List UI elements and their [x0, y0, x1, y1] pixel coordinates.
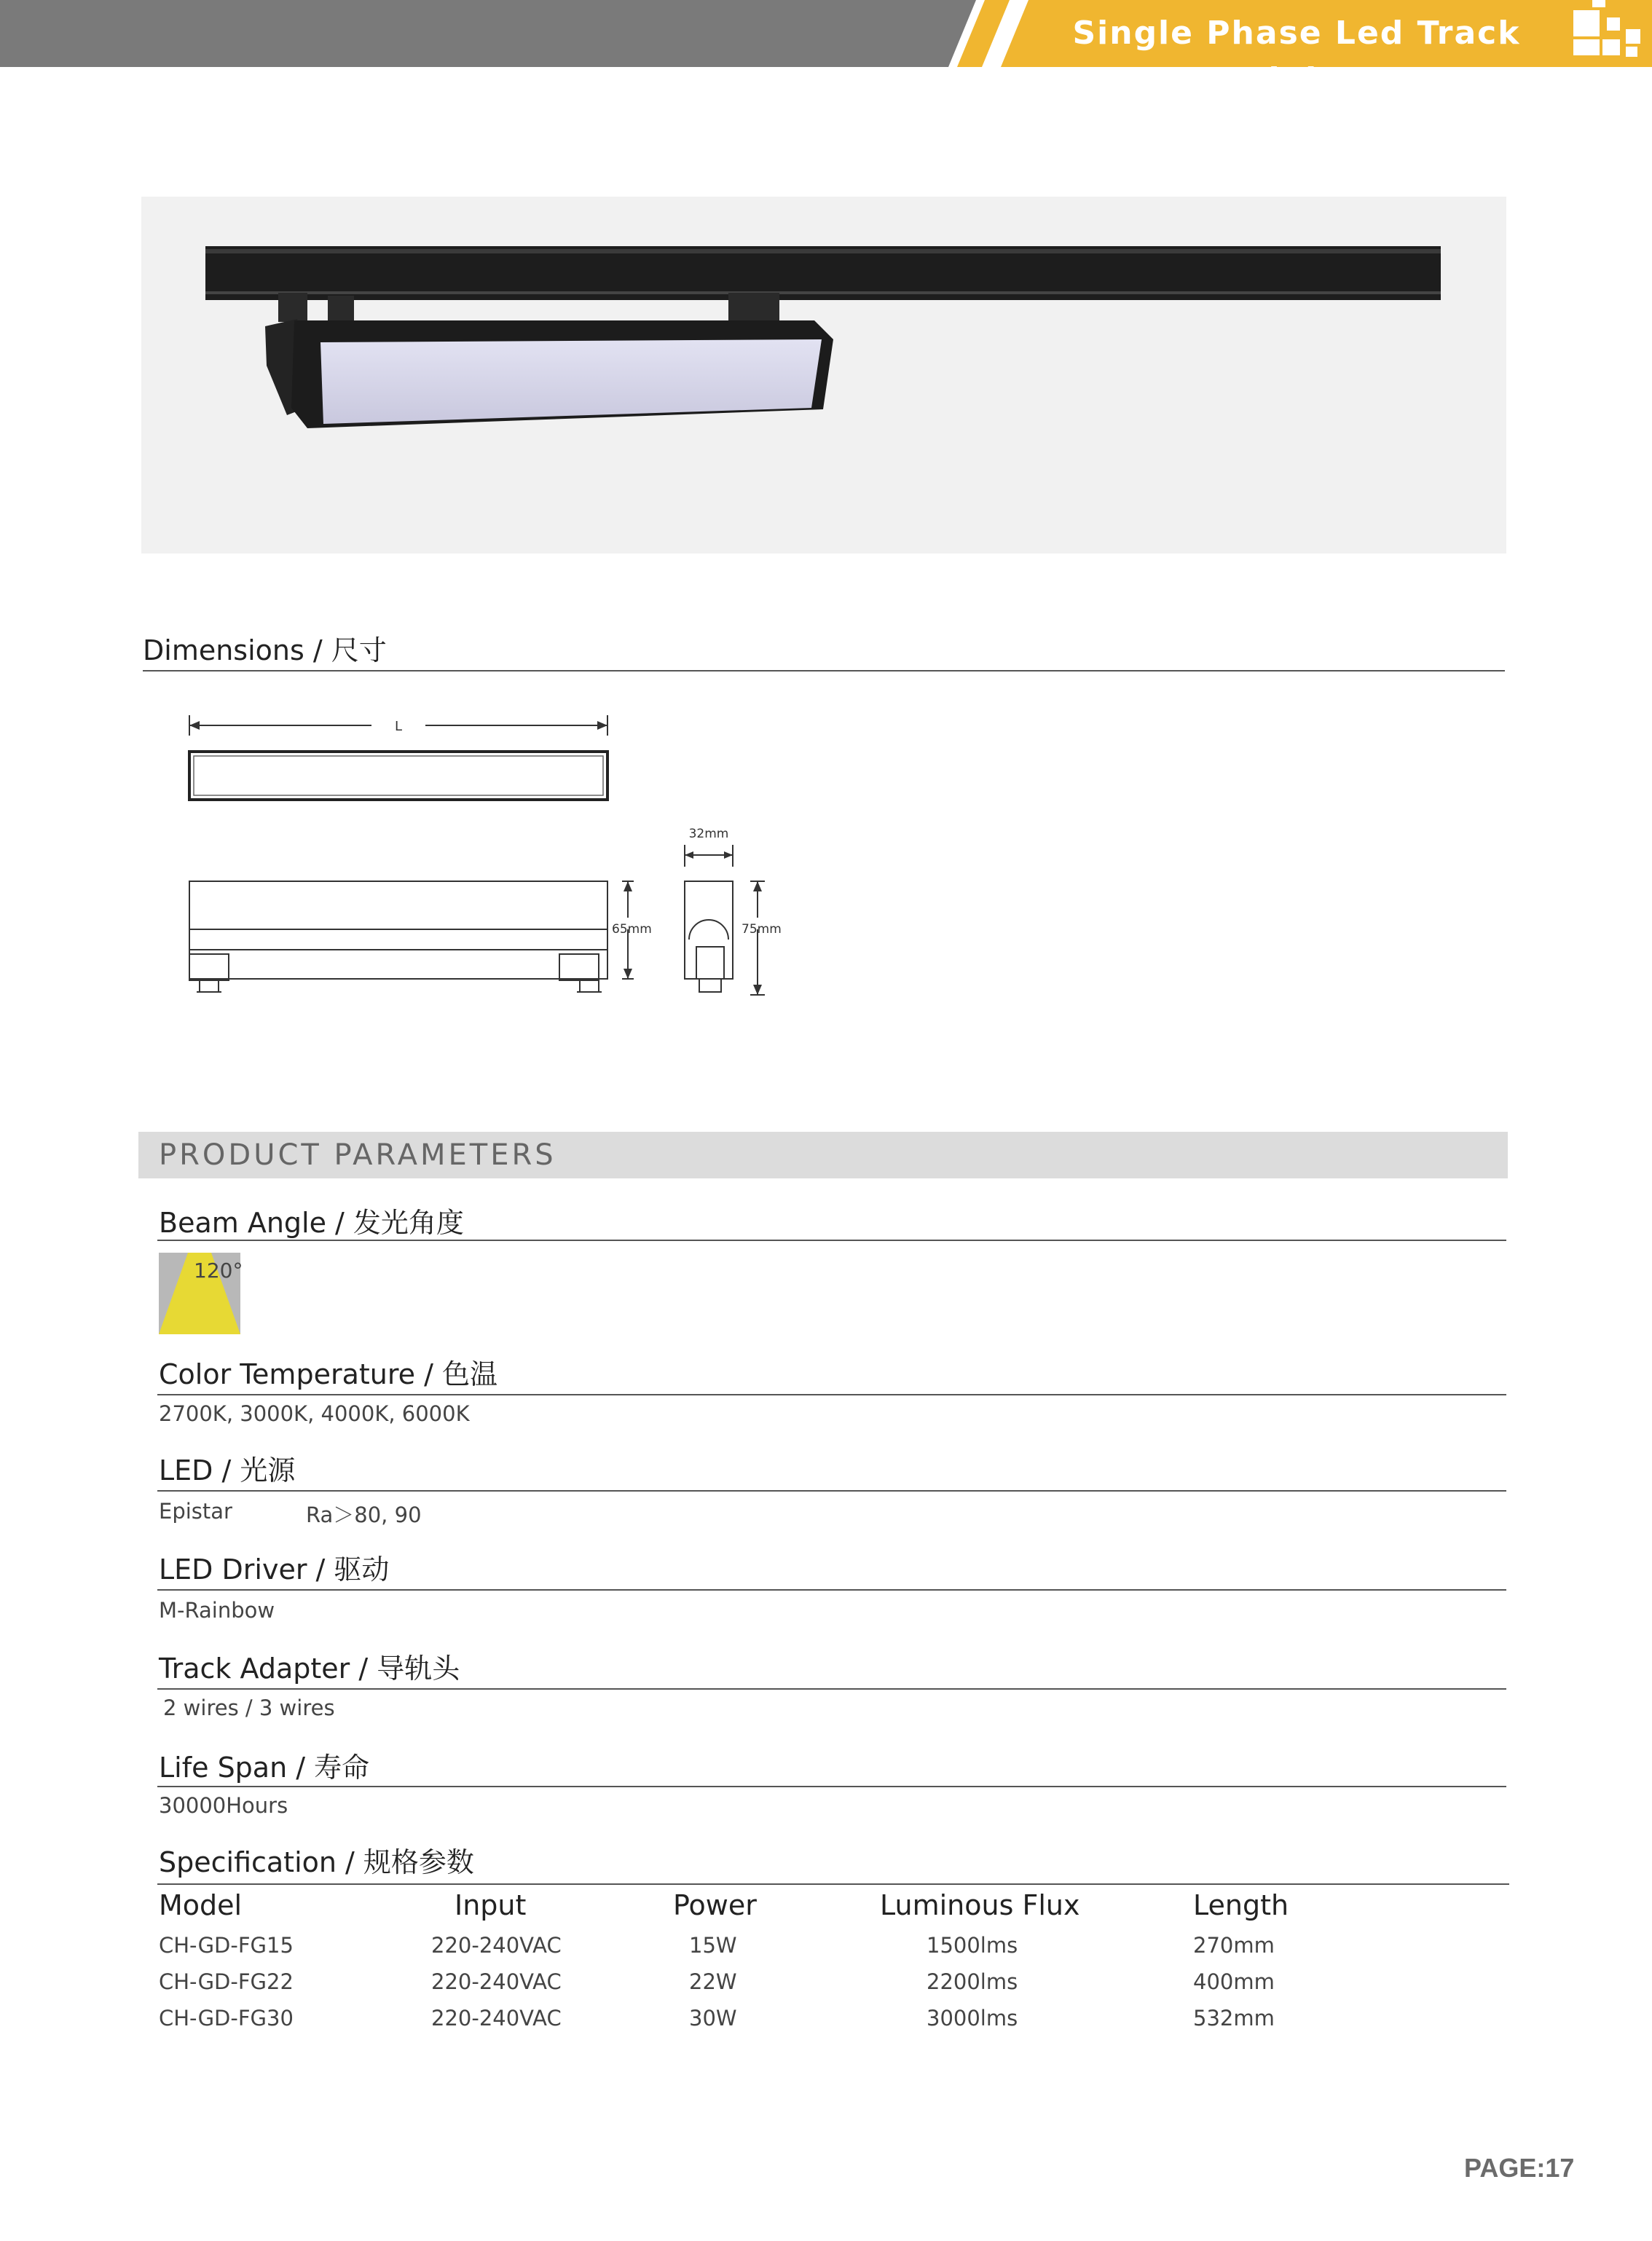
cell-luminous-flux: 1500lms — [927, 1933, 1018, 1958]
dimensions-divider — [143, 670, 1505, 671]
cell-length: 400mm — [1193, 1969, 1275, 1994]
header-title: Single Phase Led Track Light — [1072, 15, 1521, 98]
dimension-drawing — [175, 699, 830, 1012]
cell-length: 270mm — [1193, 1933, 1275, 1958]
cell-model: CH-GD-FG30 — [159, 2006, 294, 2031]
life-span-divider — [157, 1786, 1506, 1787]
cell-input: 220-240VAC — [431, 1933, 562, 1958]
col-header-input: Input — [455, 1889, 527, 1921]
cell-input: 220-240VAC — [431, 2006, 562, 2031]
color-temperature-divider — [157, 1394, 1506, 1395]
led-brand-value: Epistar — [159, 1499, 232, 1524]
cell-power: 30W — [689, 2006, 737, 2031]
cell-power: 15W — [689, 1933, 737, 1958]
product-photo — [141, 197, 1506, 554]
cell-luminous-flux: 3000lms — [927, 2006, 1018, 2031]
led-driver-divider — [157, 1589, 1506, 1591]
col-header-luminous-flux: Luminous Flux — [880, 1889, 1080, 1921]
track-adapter-divider — [157, 1688, 1506, 1690]
col-header-length: Length — [1193, 1889, 1289, 1921]
height-body-label: 65mm — [612, 922, 652, 937]
specification-heading: Specification / 规格参数 — [159, 1846, 474, 1878]
parameters-heading: PRODUCT PARAMETERS — [159, 1138, 556, 1172]
led-heading: LED / 光源 — [159, 1454, 296, 1486]
cell-model: CH-GD-FG22 — [159, 1969, 294, 1994]
color-temperature-value: 2700K, 3000K, 4000K, 6000K — [159, 1401, 470, 1426]
cell-luminous-flux: 2200lms — [927, 1969, 1018, 1994]
page-number: PAGE:17 — [1464, 2153, 1575, 2183]
beam-angle-divider — [157, 1240, 1506, 1241]
track-adapter-heading: Track Adapter / 导轨头 — [159, 1653, 460, 1685]
led-driver-heading: LED Driver / 驱动 — [159, 1553, 390, 1586]
beam-angle-heading: Beam Angle / 发光角度 — [159, 1207, 464, 1239]
length-label: L — [394, 719, 403, 734]
color-temperature-heading: Color Temperature / 色温 — [159, 1358, 497, 1390]
width-label: 32mm — [688, 827, 729, 841]
specification-divider — [157, 1883, 1509, 1885]
led-driver-value: M-Rainbow — [159, 1598, 275, 1623]
track-light-illustration — [141, 197, 1506, 554]
dimensions-heading: Dimensions / 尺寸 — [143, 634, 387, 666]
beam-angle-value: 120° — [194, 1259, 243, 1283]
col-header-power: Power — [673, 1889, 757, 1921]
led-ra-value: Ra＞80, 90 — [306, 1502, 422, 1527]
life-span-value: 30000Hours — [159, 1793, 288, 1818]
track-adapter-value: 2 wires / 3 wires — [163, 1695, 335, 1720]
cell-input: 220-240VAC — [431, 1969, 562, 1994]
cell-power: 22W — [689, 1969, 737, 1994]
cell-model: CH-GD-FG15 — [159, 1933, 294, 1958]
col-header-model: Model — [159, 1889, 243, 1921]
cell-length: 532mm — [1193, 2006, 1275, 2031]
height-total-label: 75mm — [742, 922, 782, 937]
led-divider — [157, 1490, 1506, 1492]
life-span-heading: Life Span / 寿命 — [159, 1752, 370, 1784]
